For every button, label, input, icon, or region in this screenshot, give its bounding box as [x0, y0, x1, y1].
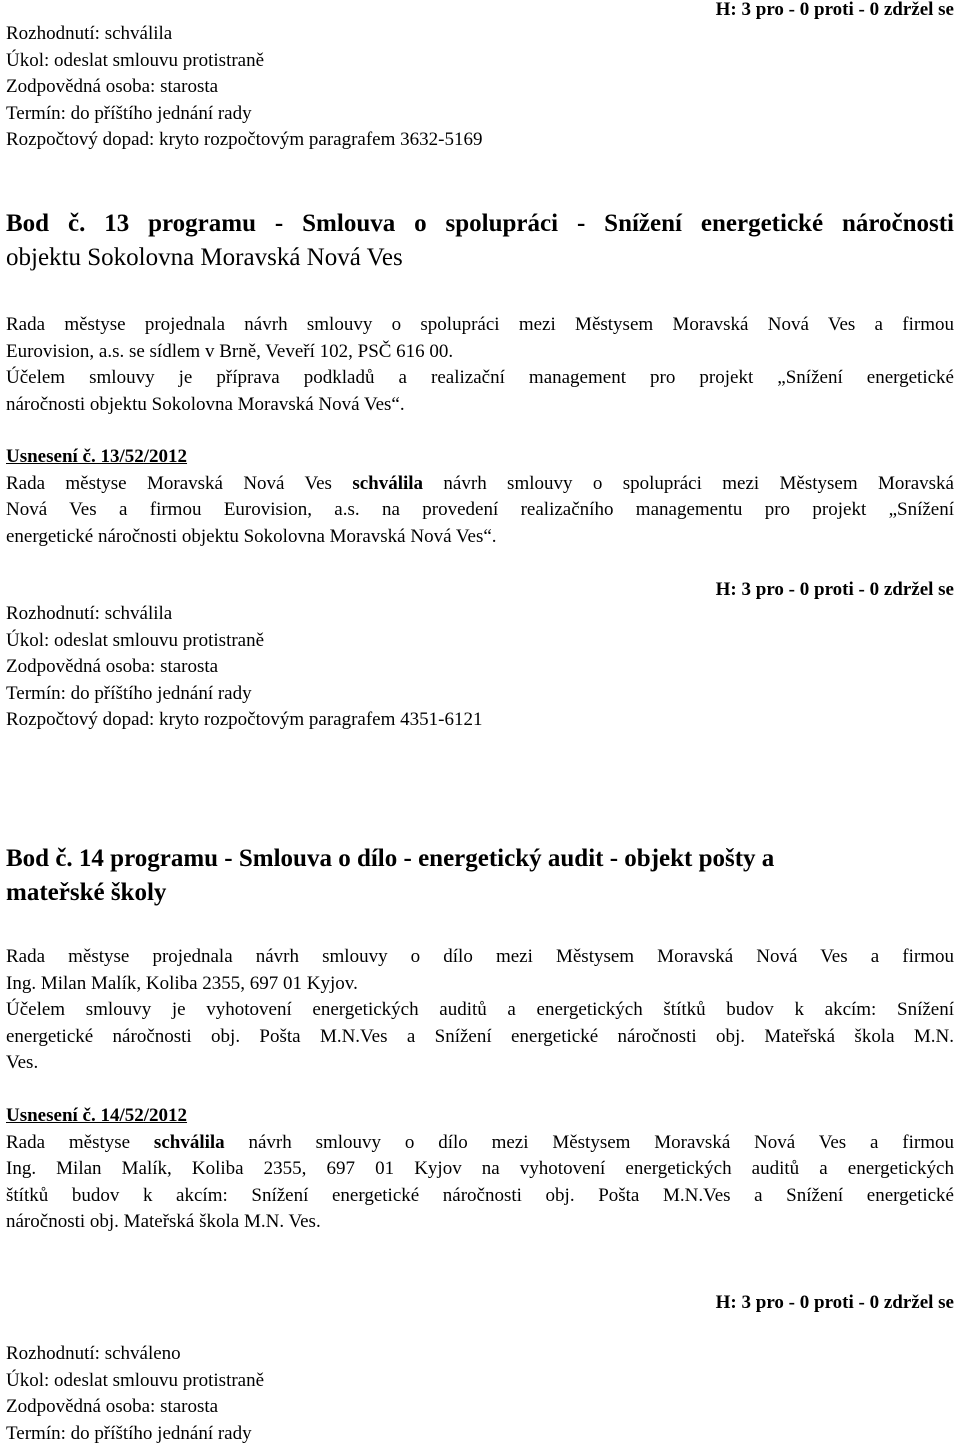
deadline-line: Termín: do příštího jednání rady [6, 682, 252, 704]
deadline-line: Termín: do příštího jednání rady [6, 102, 252, 124]
resolution-line: štítků budov k akcím: Snížení energetické náročnosti obj. Pošta M.N.Ves a Snížení energetické [6, 1184, 954, 1206]
resolution-line: energetické náročnosti objektu Sokolovna Moravská Nová Ves“. [6, 525, 497, 547]
paragraph-line: Účelem smlouvy je vyhotovení energetických auditů a energetických štítků budov k akcím: Snížení [6, 999, 954, 1020]
vote-result-3: H: 3 pro - 0 proti - 0 zdržel se [715, 1292, 954, 1313]
decision-line: Rozhodnutí: schválila [6, 23, 173, 44]
paragraph-line: Účelem smlouvy je příprava podkladů a realizační management pro projekt „Snížení energetické [6, 367, 954, 388]
resolution-line: náročnosti obj. Mateřská škola M.N. Ves. [6, 1211, 321, 1232]
budget-line: Rozpočtový dopad: kryto rozpočtovým paragrafem 4351-6121 [6, 709, 483, 730]
resolution-verb: schválila [153, 1131, 225, 1153]
resolution-text: Rada městyse [6, 1131, 154, 1153]
paragraph-line: Rada městyse projednala návrh smlouvy o spolupráci mezi Městysem Moravská Nová Ves a firmou [6, 314, 954, 335]
vote-result-2: H: 3 pro - 0 proti - 0 zdržel se [715, 579, 954, 600]
resolution-line [6, 1130, 954, 1157]
budget-line: Rozpočtový dopad: kryto rozpočtovým paragrafem 3632-5169 [6, 129, 483, 150]
resolution-14 [6, 1103, 954, 1236]
vote-result-1: H: 3 pro - 0 proti - 0 zdržel se [715, 0, 954, 20]
resolution-line: Ing. Milan Malík, Koliba 2355, 697 01 Kyjov na vyhotovení energetických auditů a energetických [6, 1158, 954, 1179]
decision-block-3 [6, 1341, 954, 1447]
responsible-line: Zodpovědná osoba: starosta [6, 656, 219, 677]
decision-line: Rozhodnutí: schválila [6, 603, 173, 624]
task-line: Úkol: odeslat smlouvu protistraně [6, 629, 265, 651]
resolution-title: Usnesení č. 14/52/2012 [6, 1105, 188, 1126]
item-13-body [6, 312, 954, 418]
paragraph-line: Eurovision, a.s. se sídlem v Brně, Veveří 102, PSČ 616 00. [6, 340, 454, 362]
item-14-body [6, 944, 954, 1077]
task-line: Úkol: odeslat smlouvu protistraně [6, 49, 265, 71]
resolution-verb: schválila [352, 472, 424, 494]
item-heading-cont: objektu Sokolovna Moravská Nová Ves [6, 244, 403, 271]
decision-block-2 [6, 601, 954, 734]
paragraph-line: Rada městyse projednala návrh smlouvy o dílo mezi Městysem Moravská Nová Ves a firmou [6, 946, 954, 967]
resolution-text: Rada městyse Moravská Nová Ves [6, 472, 353, 494]
task-line: Úkol: odeslat smlouvu protistraně [6, 1369, 265, 1391]
responsible-line: Zodpovědná osoba: starosta [6, 1396, 219, 1417]
agenda-item-14 [6, 842, 954, 910]
paragraph-line: energetické náročnosti obj. Pošta M.N.Ves a Snížení energetické náročnosti obj. Mateřská škola M.N. [6, 1025, 954, 1047]
item-heading: Bod č. 13 programu - Smlouva o spolupráci - Snížení energetické náročnosti [6, 210, 954, 237]
deadline-line: Termín: do příštího jednání rady [6, 1422, 252, 1444]
agenda-item-13 [6, 207, 954, 275]
resolution-title: Usnesení č. 13/52/2012 [6, 446, 188, 467]
paragraph-line: Ves. [6, 1052, 39, 1073]
paragraph-line: Ing. Milan Malík, Koliba 2355, 697 01 Kyjov. [6, 972, 358, 994]
resolution-line [6, 471, 954, 498]
decision-line: Rozhodnutí: schváleno [6, 1343, 181, 1364]
resolution-text: návrh smlouvy o spolupráci mezi Městysem Moravská [423, 472, 954, 494]
item-heading: Bod č. 14 programu - Smlouva o dílo - energetický audit - objekt pošty a [6, 845, 775, 872]
item-heading-cont: mateřské školy [6, 879, 167, 906]
resolution-line: Nová Ves a firmou Eurovision, a.s. na provedení realizačního managementu pro projekt „Snížení [6, 499, 954, 520]
resolution-13 [6, 444, 954, 550]
paragraph-line: náročnosti objektu Sokolovna Moravská Nová Ves“. [6, 393, 405, 415]
responsible-line: Zodpovědná osoba: starosta [6, 76, 219, 97]
decision-block-1 [6, 21, 954, 154]
resolution-text: návrh smlouvy o dílo mezi Městysem Moravská Nová Ves a firmou [224, 1131, 954, 1153]
